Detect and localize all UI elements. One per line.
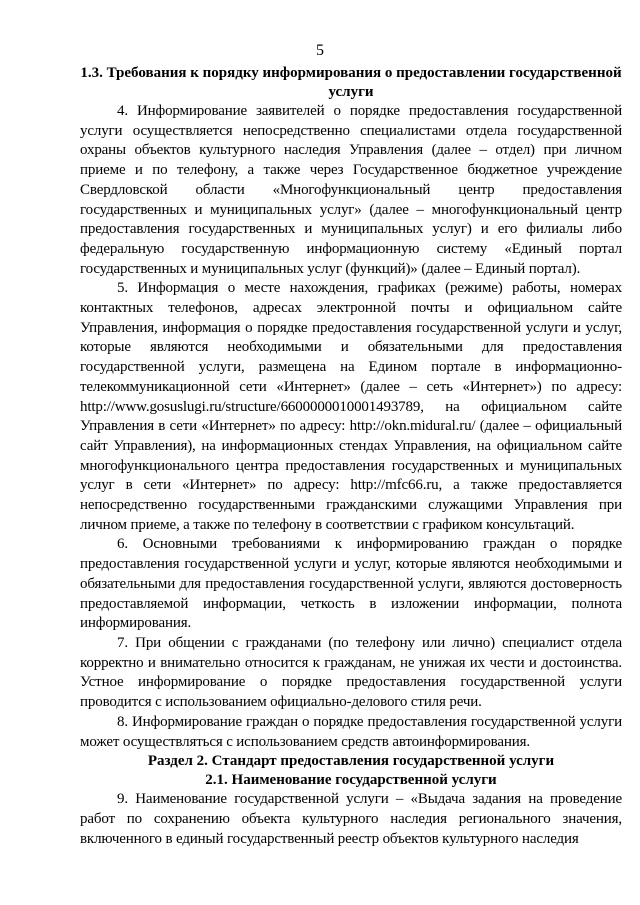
page-content: [80, 64, 622, 849]
paragraph-5: 5. Информация о месте нахождения, графиках (режиме) работы, номерах контактных телефонов, адресах электронной почты и официальном сайте Управления, информация о порядке предоставления государственной услуги и услуг, которые являются необходимыми и обязательными для предоставления государственной услуги, размещена на Едином портале в информационно-телекоммуникационной сети «Интернет» (далее – сеть «Интернет») по адресу: http://www.gosuslugi.ru/structure/6600000010001493789, на официальном сайте Управления в сети «Интернет» по адресу: http://okn.midural.ru/ (далее – официальный сайт Управления), на информационных стендах Управления, на официальном сайте многофункционального центра предоставления государственных и муниципальных услуг в сети «Интернет» по адресу: http://mfc66.ru, а также предоставляется непосредственно государственными гражданскими служащими Управления при личном приеме, а также по телефону в соответствии с графиком консультаций.: [80, 280, 622, 533]
paragraph-6: 6. Основными требованиями к информированию граждан о порядке предоставления государственной услуги и услуг, которые являются необходимыми и обязательными для предоставления государственной услуги, являются достоверность предоставляемой информации, четкость в изложении информации, полнота информирования.: [80, 536, 622, 632]
paragraph-7: 7. При общении с гражданами (по телефону или лично) специалист отдела корректно и внимательно относится к гражданам, не унижая их чести и достоинства. Устное информирование о порядке предоставления государственной услуги проводится с использованием официально-делового стиля речи.: [80, 634, 622, 711]
section-heading-1-3: 1.3. Требования к порядку информирования о предоставлении государственной услуги: [80, 65, 622, 100]
section-heading-2-1: 2.1. Наименование государственной услуги: [205, 772, 497, 789]
page-number: 5: [316, 42, 324, 59]
paragraph-8: 8. Информирование граждан о порядке предоставления государственной услуги может осуществляться с использованием средств автоинформирования.: [80, 713, 622, 750]
paragraph-4: 4. Информирование заявителей о порядке предоставления государственной услуги осуществляется непосредственно специалистами отдела государственной охраны объектов культурного наследия Управления (далее – отдел) при личном приеме и по телефону, а также через Государственное бюджетное учреждение Свердловской области «Многофункциональный центр предоставления государственных и муниципальных услуг» (далее – многофункциональный центр предоставления государственных и муниципальных услуг) и его филиалы либо федеральную государственную информационную систему «Единый портал государственных и муниципальных услуг (функций)» (далее – Единый портал).: [80, 103, 622, 277]
section-heading-2: Раздел 2. Стандарт предоставления государственной услуги: [147, 753, 555, 770]
paragraph-9: 9. Наименование государственной услуги – «Выдача задания на проведение работ по сохранению объекта культурного наследия регионального значения, включенного в единый государственный реестр объектов культурного наследия: [80, 791, 622, 847]
